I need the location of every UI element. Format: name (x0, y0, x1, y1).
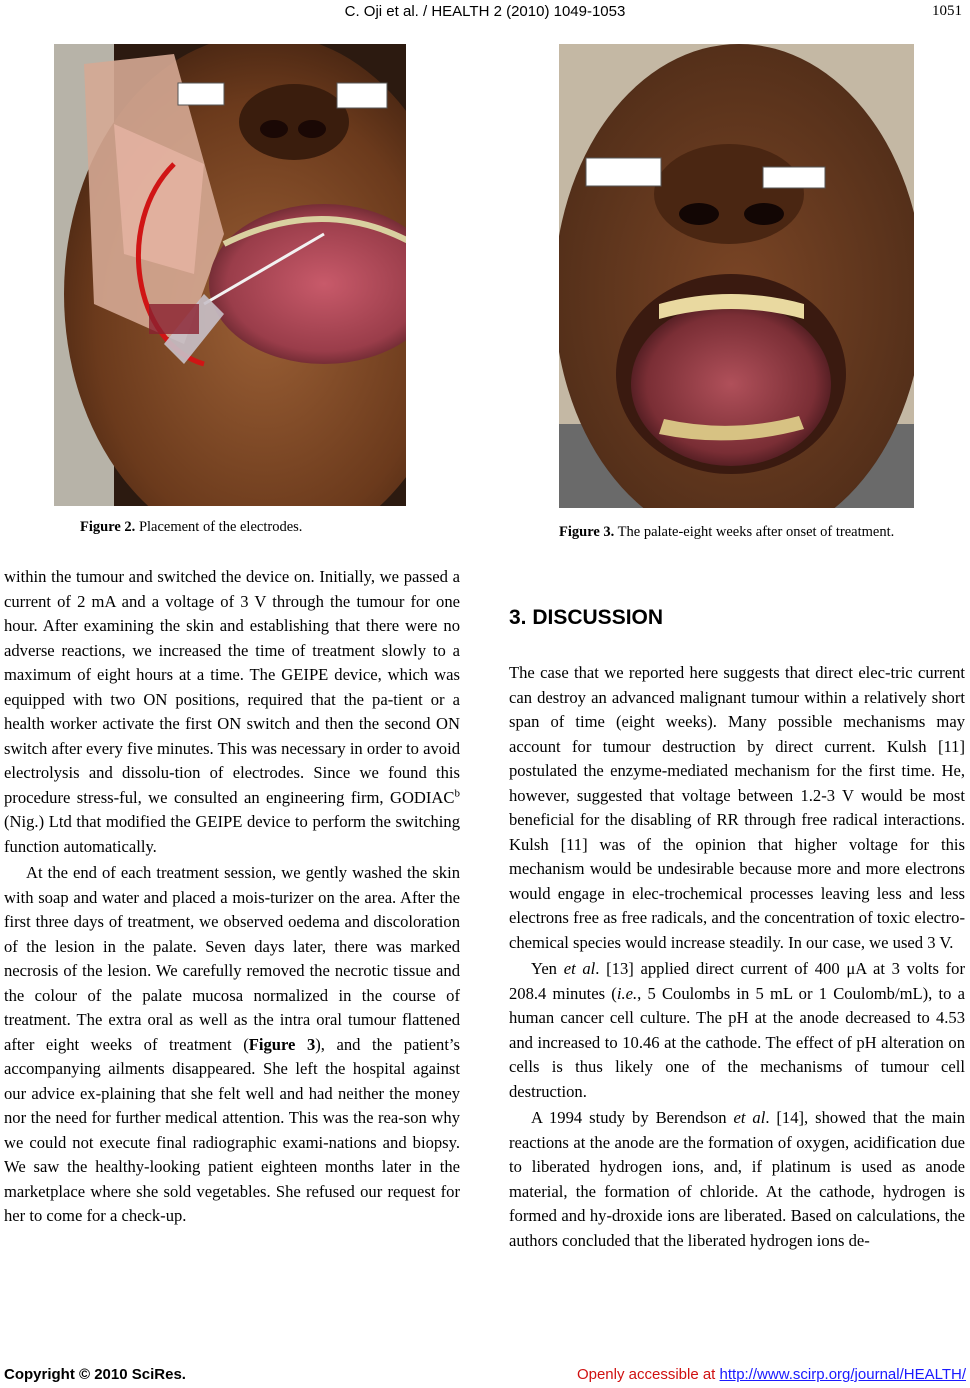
left-p1-text: within the tumour and switched the device on. Initially, we passed a current of 2 mA and a voltage of 3 V through the tumour for one hour. After examining the skin and establishing that there were no adverse reactions, we increased the time of treatment slowly to a maximum of eight hours at a time. The GEIPE device, which was equipped with two ON positions, required that the pa-tient or a health worker activate the first ON switch and then the second ON switch after every five minutes. This was necessary in order to avoid electrolysis and dissolu-tion of electrodes. Since we found this procedure stress-ful, we consulted an engineering firm, GODIAC (4, 567, 460, 807)
open-access-label: Openly accessible at (576, 1366, 720, 1383)
left-p2-text-a: At the end of each treatment session, we gently washed the skin with soap and water and placed a mois-turizer on the area. After the first three days of treatment, we observed oedema and discoloration of the lesion in the palate. Seven days later, there was marked necrosis of the lesion. We carefully removed the necrotic tissue and the colour of the palate mucosa normalized in the course of treatment. The extra oral as well as the intra oral tumour flattened after eight weeks of treatment ( (4, 863, 460, 1054)
right-p2-etal: et al (563, 959, 596, 978)
right-paragraph-1: The case that we reported here suggests that direct elec-tric current can destroy an advanced malignant tumour within a relatively short span of time (eight weeks). Many possible mechanisms may account for tumour destruction by direct current. Kulsh [11] postulated the enzyme-mediated mechanism for the first time. He, however, suggested that voltage between 1.2-3 V would be most beneficial for the disabling of RR through free radical interactions. Kulsh [11] was of the opinion that higher voltage for this mechanism would be undesirable because more and more electrons would engage in elec-trochemical processes leaving less and less electrons free as free radicals, and the concentration of toxic electro-chemical species would increase steadily. In our case, we used 3 V. (509, 663, 965, 952)
left-p1-end: (Nig.) Ltd that modified the GEIPE device to perform the switching function automatically. (4, 812, 460, 856)
left-p2-text-b: ), and the patient’s accompanying ailments disappeared. She left the hospital against our advice ex-plaining that she felt well and had neither the money nor the need for further medical attention. This was the rea-son why we could not execute final radiographic exami-nations and biopsy. We saw the healthy-looking patient eighteen months later in the marketplace where she sold vegetables. She refused our request for her to come for a check-up. (4, 1034, 460, 1225)
left-paragraph-2 (4, 861, 460, 1229)
right-p2-text-c: , 5 Coulombs in 5 mL or 1 Coulomb/mL), to a human cancer cell culture. The pH at the anode decreased to 4.53 and increased to 10.46 at the cathode. The effect of pH alteration on cells is thus likely one of the mechanisms of tumour cell destruction. (509, 983, 965, 1101)
figure-3-caption-text: The palate-eight weeks after onset of treatment. (614, 524, 895, 540)
left-column (4, 565, 460, 1229)
figure-2-caption (80, 517, 410, 537)
right-p2-text-a: Yen (531, 959, 564, 978)
right-paragraph-3 (509, 1106, 965, 1253)
footnote-marker: b (454, 786, 460, 799)
figure-2-caption-text: Placement of the electrodes. (135, 519, 303, 535)
header-citation: C. Oji et al. / HEALTH 2 (2010) 1049-1053 (344, 3, 626, 20)
figure-2-label: Figure 2. (80, 519, 136, 535)
figure-3-label: Figure 3. (559, 524, 615, 540)
right-column (509, 661, 965, 1253)
right-p2-text-b: . [13] applied direct current of 400 μA at 3 volts for 208.4 minutes ( (509, 959, 966, 1003)
copyright-notice: Copyright © 2010 SciRes. (4, 1366, 186, 1383)
figure-3-photo (559, 44, 914, 508)
right-p3-text-a: A 1994 study by Berendson (531, 1108, 734, 1127)
right-p3-etal: et al (733, 1108, 766, 1127)
right-p2-ie: i.e. (616, 983, 638, 1003)
page-footer (0, 1366, 970, 1386)
figure-3-caption (559, 522, 915, 542)
open-access-notice (577, 1366, 966, 1383)
journal-link[interactable]: http://www.scirp.org/journal/HEALTH/ (719, 1366, 966, 1383)
right-paragraph-2 (509, 957, 965, 1104)
left-paragraph-1 (4, 565, 460, 859)
figure-3-reference: Figure 3 (248, 1034, 316, 1054)
running-header (0, 3, 970, 23)
figure-2-photo (54, 44, 406, 506)
section-heading: 3. DISCUSSION (509, 606, 664, 629)
page-number: 1051 (932, 3, 962, 19)
right-p3-text-b: . [14], showed that the main reactions at the anode are the formation of oxygen, acidification due to liberated hydrogen ions, and, if platinum is used as anode material, the formation of chloride. At the cathode, hydrogen is formed and hy-droxide ions are liberated. Based on calculations, the authors concluded that the liberated hydrogen ions de- (509, 1108, 965, 1250)
